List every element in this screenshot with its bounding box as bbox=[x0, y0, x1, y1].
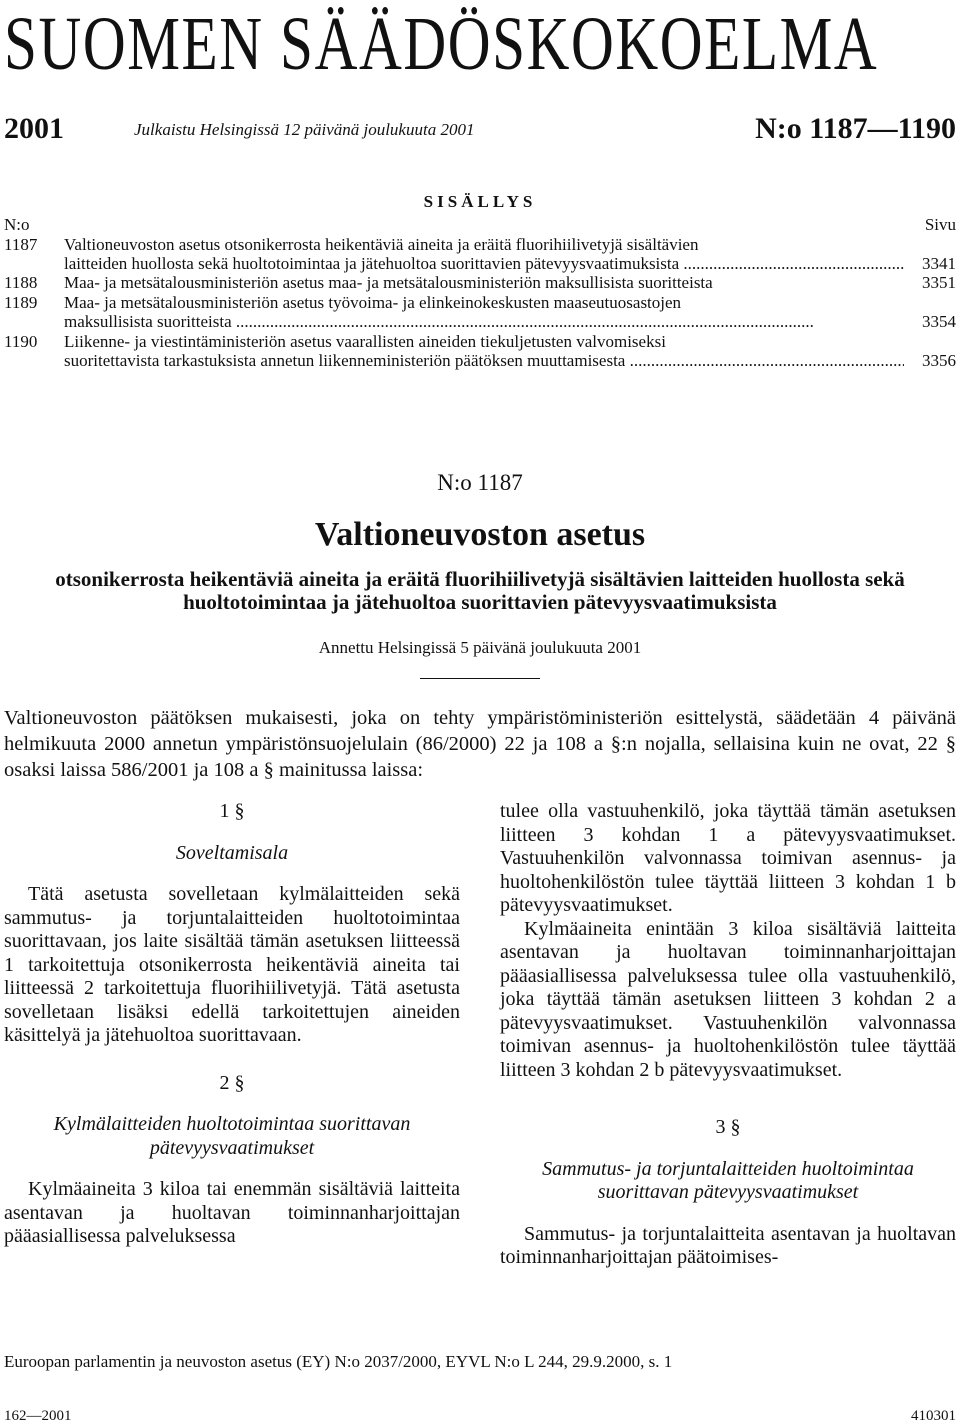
regulation-subject: otsonikerrosta heikentäviä aineita ja eräitä fluorihiilivetyjä sisältävien laitteiden huollosta sekä huoltotoimintaa ja jätehuoltoa suorittavien pätevyysvaatimuksista bbox=[55, 567, 905, 614]
preamble: Valtioneuvoston päätöksen mukaisesti, joka on tehty ympäristöministeriön esittelystä, säädetään 4 päivänä helmikuuta 2000 annetun ympäristönsuojelulain (86/2000) 22 ja 108 a §:n nojalla, sellaisina kuin ne ovat, 22 § osaksi laissa 586/2001 ja 108 a § mainitussa laissa: bbox=[4, 707, 956, 781]
section-title: Kylmälaitteiden huoltotoimintaa suorittavan pätevyysvaatimukset bbox=[53, 1113, 411, 1159]
leader-dots bbox=[232, 313, 814, 331]
section-paragraph: Sammutus- ja torjuntalaitteita asentavan ja huoltavan toiminnanharjoittajan päätoimises- bbox=[500, 1222, 956, 1268]
toc-entry-title bbox=[64, 236, 904, 273]
toc-entry[interactable] bbox=[4, 236, 956, 274]
right-column bbox=[500, 800, 956, 1270]
toc-entry-line: Liikenne- ja viestintäministeriön asetus vaarallisten aineiden tiekuljetusten valvomiseksi bbox=[64, 333, 666, 351]
toc-entry-line-text: suoritettavista tarkastuksista annetun liikenneministeriön päätöksen muuttamisesta bbox=[64, 351, 626, 370]
page-code-right: 410301 bbox=[911, 1408, 956, 1424]
toc-entry-line: Maa- ja metsätalousministeriön asetus työvoima- ja elinkeinokeskusten maaseutuosastojen bbox=[64, 294, 682, 312]
page-code-left: 162—2001 bbox=[4, 1408, 72, 1424]
masthead-title: SUOMEN SÄÄDÖSKOKOELMA bbox=[4, 2, 879, 86]
leader-dots bbox=[625, 352, 904, 370]
section-number: 3 § bbox=[715, 1116, 741, 1138]
toc-entry-page: 3351 bbox=[922, 273, 956, 292]
leader-dots bbox=[679, 255, 904, 273]
toc-entry-line: Valtioneuvoston asetus otsonikerrosta heikentäviä aineita ja eräitä fluorihiilivetyjä sisältävien bbox=[64, 236, 699, 254]
regulation-given-date: Annettu Helsingissä 5 päivänä joulukuuta 2001 bbox=[318, 638, 642, 657]
toc-entry-line bbox=[64, 352, 904, 371]
section-title: Soveltamisala bbox=[175, 841, 289, 864]
section-number: 2 § bbox=[219, 1071, 245, 1094]
left-column bbox=[4, 800, 460, 1249]
publication-numbers: N:o 1187—1190 bbox=[755, 112, 956, 145]
toc-entry-line bbox=[64, 255, 904, 274]
toc-entry-line-text: maksullisista suoritteista bbox=[64, 312, 232, 331]
toc-page-label: Sivu bbox=[924, 215, 956, 234]
toc-entry[interactable] bbox=[4, 274, 956, 293]
toc-entry-page: 3341 bbox=[922, 253, 956, 273]
section-paragraph: Tätä asetusta sovelletaan kylmälaitteiden sekä sammutus- ja torjuntalaitteiden huoltotoimintaa suorittavaan, jos laite sisältää tämän asetuksen liitteessä 1 tarkoitettuja otsonikerrosta heikentäviä aineita tai liitteessä 2 tarkoitettuja fluorihiilivetyjä. Tätä asetusta sovelletaan lisäksi edellä tarkoitettujen aineiden käsittelyä ja jätehuoltoa suorittavaan. bbox=[4, 883, 460, 1046]
section-paragraph: Kylmäaineita enintään 3 kiloa sisältäviä laitteita asentavan ja huoltavan toiminnanharjoittajan pääasiallisessa palveluksessa tulee olla vastuuhenkilö, joka täyttää tämän asetuksen liitteen 3 kohdan 2 a pätevyysvaatimukset. Vastuuhenkilön valvonnassa toimivan asennus- ja huoltohenkilöstön tulee täyttää liitteen 3 kohdan 2 b pätevyysvaatimukset. bbox=[500, 917, 956, 1081]
toc-entry-number: 1188 bbox=[4, 273, 38, 292]
toc-entry-title bbox=[64, 294, 904, 331]
toc-entry-number: 1189 bbox=[4, 293, 38, 312]
section-title: Sammutus- ja torjuntalaitteiden huoltoimintaa suorittavan pätevyysvaatimukset bbox=[542, 1157, 914, 1203]
publication-row bbox=[4, 112, 956, 145]
toc-heading: SISÄLLYS bbox=[423, 192, 537, 211]
publication-info: Julkaistu Helsingissä 12 päivänä joulukuuta 2001 bbox=[134, 120, 475, 139]
toc-entry-number: 1190 bbox=[4, 332, 38, 351]
regulation-title: Valtioneuvoston asetus bbox=[314, 516, 646, 553]
toc-number-label: N:o bbox=[4, 215, 30, 234]
section-number: 1 § bbox=[219, 800, 245, 822]
publication-year: 2001 bbox=[4, 112, 64, 145]
toc-entry-page: 3356 bbox=[922, 350, 956, 370]
divider bbox=[420, 678, 540, 679]
toc-entry-line-text: laitteiden huollosta sekä huoltotoimintaa ja jätehuoltoa suorittavien pätevyysvaatimuksista bbox=[64, 254, 680, 273]
toc-entry-page: 3354 bbox=[922, 311, 956, 331]
toc-entry-line: Maa- ja metsätalousministeriön asetus maa- ja metsätalousministeriön maksullisista suoritteista bbox=[64, 274, 713, 292]
toc-entry-title bbox=[64, 333, 904, 370]
footnote: Euroopan parlamentin ja neuvoston asetus (EY) N:o 2037/2000, EYVL N:o L 244, 29.9.2000, s. 1 bbox=[4, 1352, 673, 1371]
regulation-number: N:o 1187 bbox=[437, 470, 523, 495]
toc-entry-title bbox=[64, 274, 904, 293]
toc-entry[interactable] bbox=[4, 294, 956, 332]
toc-entry-line bbox=[64, 313, 904, 332]
section-paragraph: Kylmäaineita 3 kiloa tai enemmän sisältäviä laitteita asentavan ja huoltavan toiminnanharjoittajan pääasiallisessa palveluksessa bbox=[4, 1178, 460, 1247]
toc-entry[interactable] bbox=[4, 333, 956, 371]
toc-entry-number: 1187 bbox=[4, 235, 38, 254]
section-paragraph: tulee olla vastuuhenkilö, joka täyttää tämän asetuksen liitteen 3 kohdan 1 a pätevyysvaatimukset. Vastuuhenkilön valvonnassa toimivan asennus- ja huoltohenkilöstön tulee täyttää liitteen 3 kohdan 1 b pätevyysvaatimukset. bbox=[500, 800, 956, 916]
